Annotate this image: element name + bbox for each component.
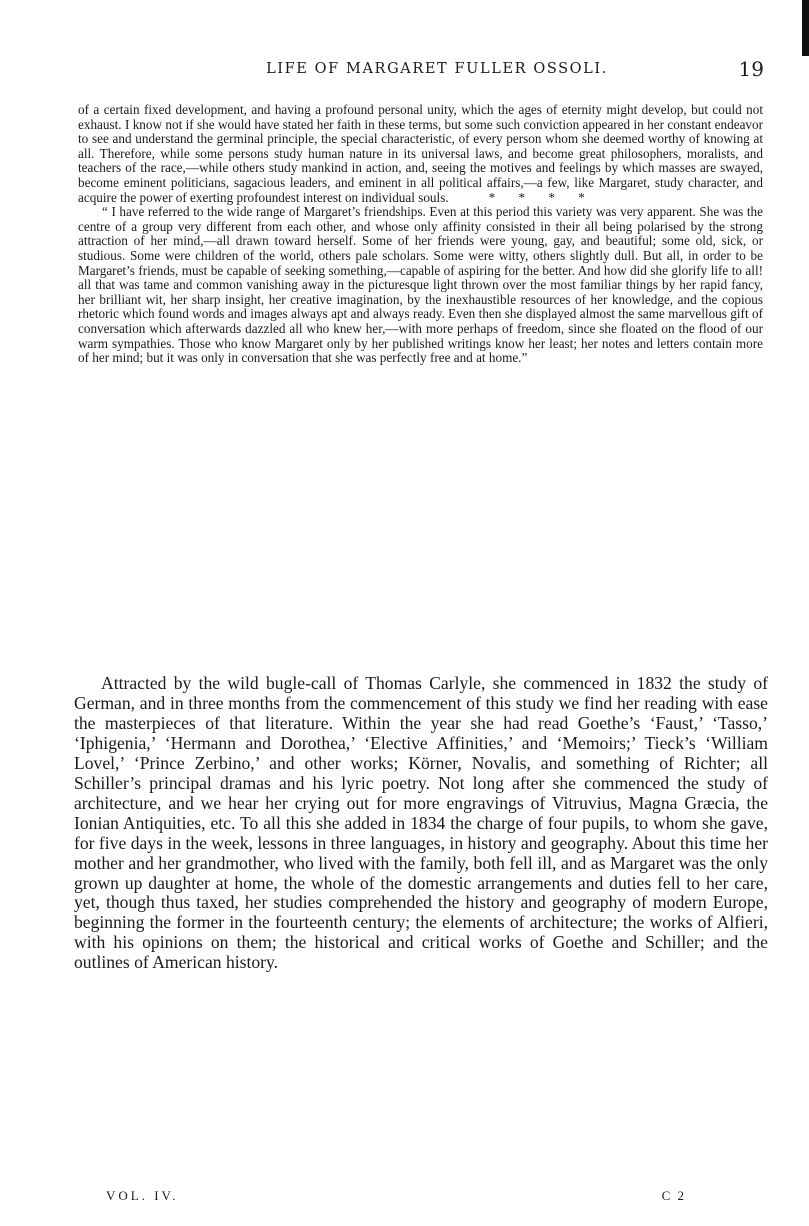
volume-label: VOL. IV.: [106, 1188, 179, 1203]
running-head: LIFE OF MARGARET FULLER OSSOLI.: [266, 61, 608, 77]
page-edge-shadow: [802, 0, 809, 56]
section-break-stars: * * * *: [488, 189, 595, 205]
signature-mark: C 2: [661, 1188, 686, 1203]
quote-paragraph-text: of a certain fixed development, and having a profound personal unity, which the ages of eternity might develop, but could not exhaust. I know not if she would have stated her faith in these terms, but some such conviction appeared in her constant endeavor to see and understand the germinal principle, the special characteristic, of every person whom she deemed worthy of knowing at all. Therefore, while some persons study human nature in its universal laws, and become great philosophers, moralists, and teachers of the race,—while others study mankind in action, and, seeing the motives and feelings by which masses are swayed, become eminent politicians, sagacious leaders, and eminent in all political affairs,—a few, like Margaret, study character, and acquire the power of exerting profoundest interest on individual souls.: [78, 102, 763, 205]
quote-paragraph: “ I have referred to the wide range of Margaret’s friendships. Even at this period this variety was very apparent. She was the centre of a group very different from each other, and whose only affinity consisted in their all being polarised by the strong attraction of her mind,—all drawn toward herself. Some of her friends were young, gay, and beautiful; some old, sick, or studious. Some were children of the world, others pale scholars. Some were witty, others slightly dull. But all, in order to be Margaret’s friends, must be capable of seeking something,—capable of aspiring for the better. And how did she glorify life to all! all that was tame and common vanishing away in the picturesque light thrown over the most familiar things by her rapid fancy, her brilliant wit, her sharp insight, her creative imagination, by the inexhaustible resources of her knowledge, and the copious rhetoric which found words and images always apt and always ready. Even then she displayed almost the same marvellous gift of conversation which afterwards dazzled all who knew her,—with more perhaps of freedom, since she floated on the flood of our warm sympathies. Those who know Margaret only by her published writings know her least; her notes and letters contain more of her mind; but it was only in conversation that she was perfectly free and at home.”: [78, 204, 763, 366]
quote-paragraph: [78, 103, 763, 205]
page-header: [80, 57, 764, 83]
body-text: [74, 674, 768, 973]
body-paragraph: Attracted by the wild bugle-call of Thomas Carlyle, she commenced in 1832 the study of German, and in three months from the commencement of this study we find her reading with ease the masterpieces of that literature. Within the year she had read Goethe’s ‘Faust,’ ‘Tasso,’ ‘Iphigenia,’ ‘Hermann and Dorothea,’ ‘Elective Affinities,’ and ‘Memoirs;’ Tieck’s ‘William Lovel,’ ‘Prince Zerbino,’ and other works; Körner, Novalis, and something of Richter; all Schiller’s principal dramas and his lyric poetry. Not long after she commenced the study of architecture, and we hear her crying out for more engravings of Vitruvius, Magna Græcia, the Ionian Antiquities, etc. To all this she added in 1834 the charge of four pupils, to whom she gave, for five days in the week, lessons in three languages, in history and geography. About this time her mother and her grandmother, who lived with the family, both fell ill, and as Margaret was the only grown up daughter at home, the whole of the domestic arrangements and duties fell to her care, yet, though thus taxed, her studies comprehended the history and geography of modern Europe, beginning the former in the fourteenth century; the elements of architecture; the works of Alfieri, with his opinions on them; the historical and critical works of Goethe and Schiller; and the outlines of American history.: [74, 673, 768, 973]
page-footer: [106, 1188, 686, 1206]
quoted-passage: [78, 103, 763, 366]
page-number: 19: [738, 57, 764, 81]
